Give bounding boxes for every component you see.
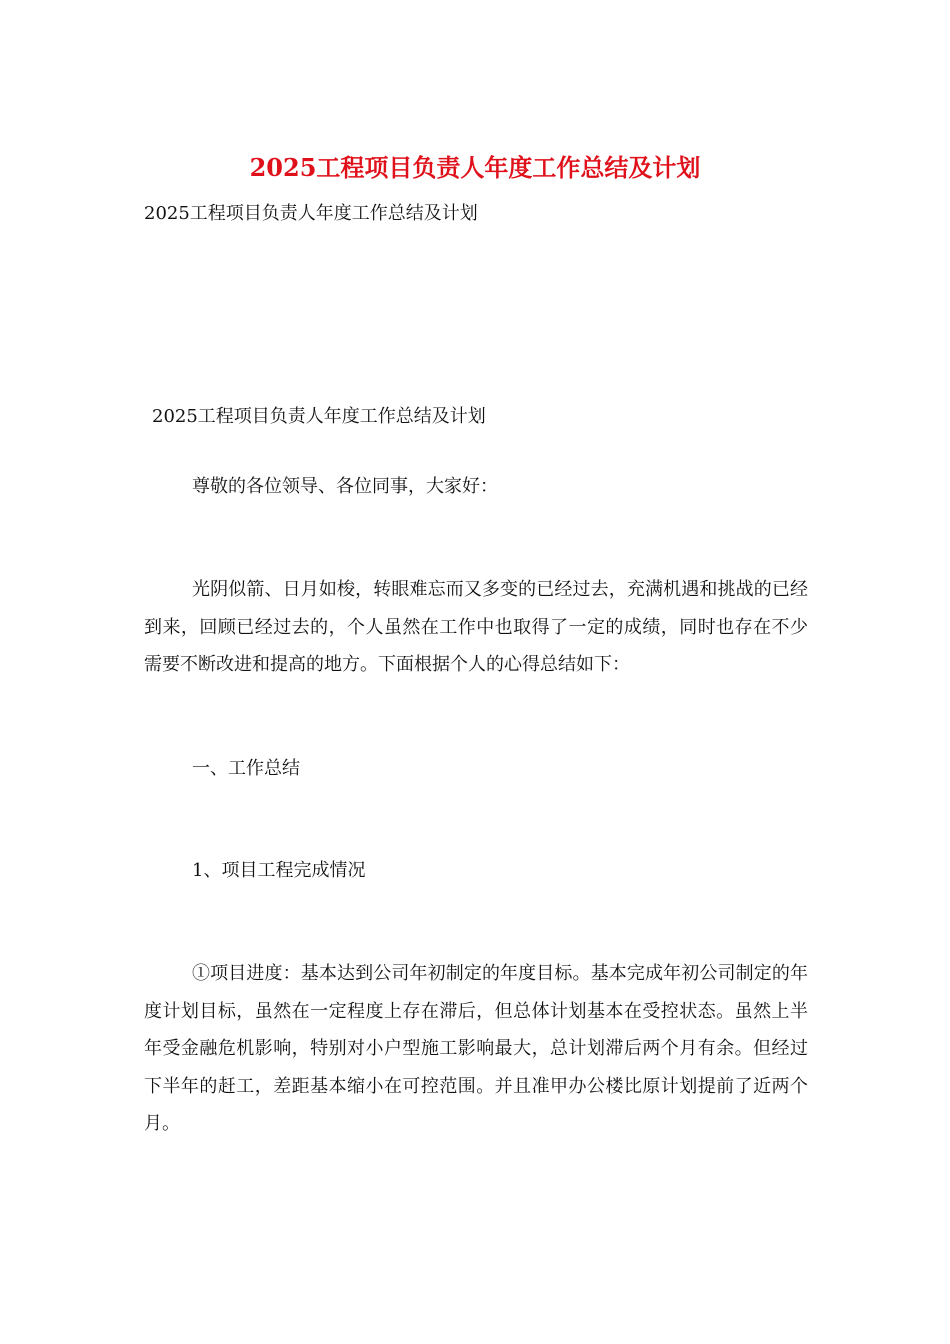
document-title: 2025工程项目负责人年度工作总结及计划 xyxy=(249,153,701,182)
intro-paragraph: 光阴似箭、日月如梭，转眼难忘而又多变的已经过去，充满机遇和挑战的已经到来，回顾已经过去的，个人虽然在工作中也取得了一定的成绩，同时也存在不少需要不断改进和提高的地方。下面根据个人的心得总结如下： xyxy=(144,579,808,675)
document-subtitle: 2025工程项目负责人年度工作总结及计划 xyxy=(144,203,478,224)
progress-paragraph: ①项目进度：基本达到公司年初制定的年度目标。基本完成年初公司制定的年度计划目标，虽然在一定程度上存在滞后，但总体计划基本在受控状态。虽然上半年受金融危机影响，特别对小户型施工影响最大，总计划滞后两个月有余。但经过下半年的赶工，差距基本缩小在可控范围。并且准甲办公楼比原计划提前了近两个月。 xyxy=(144,963,808,1134)
greeting: 尊敬的各位领导、各位同事，大家好： xyxy=(192,476,498,497)
subsection-heading-project-completion: 1、项目工程完成情况 xyxy=(192,860,366,881)
section-heading-work-summary: 一、工作总结 xyxy=(192,758,300,779)
heading-repeat: 2025工程项目负责人年度工作总结及计划 xyxy=(152,406,486,427)
